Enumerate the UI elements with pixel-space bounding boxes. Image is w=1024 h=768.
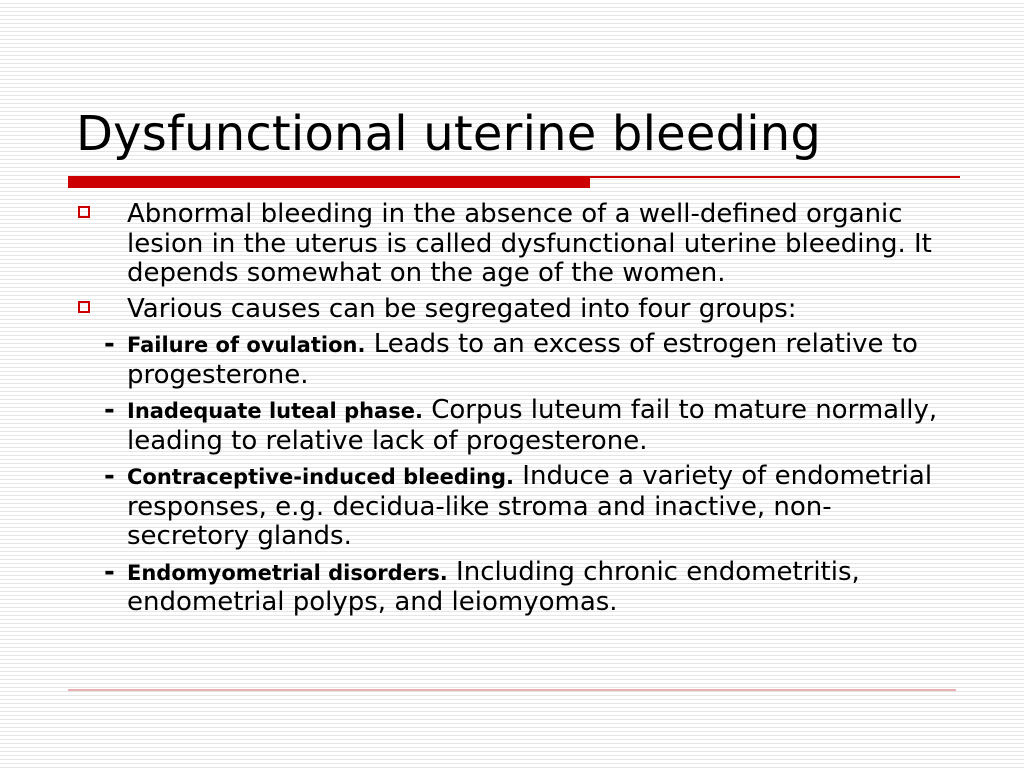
- title-accent-bar: [68, 176, 590, 188]
- sub-item-text: Corpus luteum fail to mature normally, leading to relative lack of progesterone.: [127, 395, 938, 456]
- hollow-square-bullet-icon: [78, 206, 90, 218]
- bottom-divider: [68, 689, 956, 691]
- slide-title: Dysfunctional uterine bleeding: [76, 106, 822, 162]
- dash-marker: -: [104, 395, 115, 425]
- dash-marker: -: [104, 461, 115, 491]
- bullet-item: [76, 200, 946, 289]
- sub-item-text: Leads to an excess of estrogen relative to progesterone.: [127, 329, 918, 390]
- sub-item-text: Induce a variety of endometrial responses, e.g. decidua-like stroma and inactive, non-secretory glands.: [127, 461, 933, 551]
- sub-item-failure-of-ovulation: [76, 330, 946, 390]
- sub-item-contraceptive-induced-bleeding: [76, 462, 946, 552]
- bullet-text: Abnormal bleeding in the absence of a well-defined organic lesion in the uterus is called dysfunctional uterine bleeding. It depends somewhat on the age of the women.: [127, 199, 932, 288]
- dash-marker: -: [104, 556, 115, 587]
- sub-item-endomyometrial-disorders: [76, 558, 946, 618]
- bullet-item: [76, 295, 946, 325]
- sub-item-term: Failure of ovulation.: [127, 333, 366, 357]
- sub-item-term: Endomyometrial disorders.: [127, 560, 448, 585]
- sub-item-term: Inadequate luteal phase.: [127, 399, 423, 423]
- hollow-square-bullet-icon: [78, 301, 90, 313]
- slide-content: [76, 200, 946, 624]
- dash-marker: -: [104, 329, 115, 359]
- bullet-text: Various causes can be segregated into four groups:: [127, 293, 797, 324]
- sub-item-text: Including chronic endometritis, endometrial polyps, and leiomyomas.: [127, 556, 860, 617]
- sub-item-term: Contraceptive-induced bleeding.: [127, 465, 515, 489]
- title-accent-line: [590, 176, 960, 178]
- sub-item-inadequate-luteal-phase: [76, 396, 946, 456]
